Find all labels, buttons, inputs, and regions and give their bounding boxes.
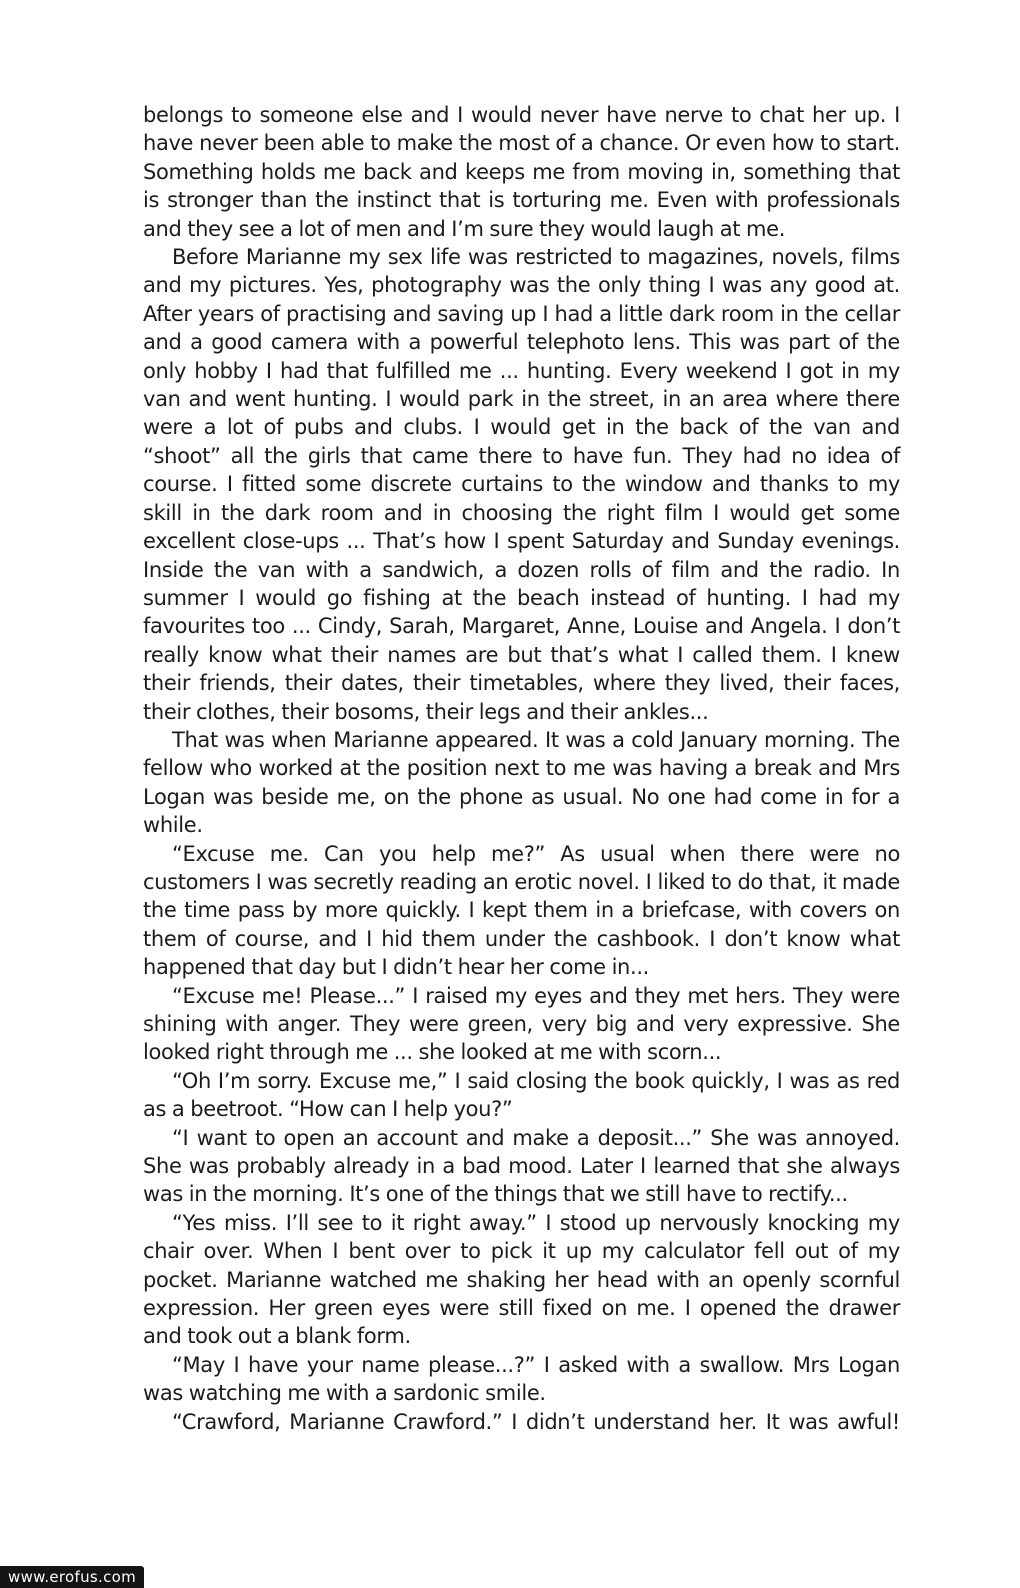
paragraph-2: Before Marianne my sex life was restricted to magazines, novels, films and my pictures. Yes, photography was the only thing I was any good at. After years of practising and saving up I had a little dark room in the cellar and a good camera with a powerful telephoto lens. This was part of the only hobby I had that fulfilled me ... hunting. Every weekend I got in my van and went hunting. I would park in the street, in an area where there were a lot of pubs and clubs. I would get in the back of the van and “shoot” all the girls that came there to have fun. They had no idea of course. I fitted some discrete curtains to the window and thanks to my skill in the dark room and in choosing the right film I would get some excellent close-ups ... That’s how I spent Saturday and Sunday evenings. Inside the van with a sandwich, a dozen rolls of film and the radio. In summer I would go fishing at the beach instead of hunting. I had my favourites too ... Cindy, Sarah, Margaret, Anne, Louise and Angela. I don’t really know what their names are but that’s what I called them. I knew their friends, their dates, their timetables, where they lived, their faces, their clothes, their bosoms, their legs and their ankles... xyxy=(143,245,900,724)
paragraph-7: “I want to open an account and make a deposit...” She was annoyed. She was probably already in a bad mood. Later I learned that she always was in the morning. It’s one of the things that we still have to rectify... xyxy=(143,1125,900,1207)
paragraph-8: “Yes miss. I’ll see to it right away.” I stood up nervously knocking my chair over. When I bent over to pick it up my calculator fell out of my pocket. Marianne watched me shaking her head with an openly scornful expression. Her green eyes were still fixed on me. I opened the drawer and took out a blank form. xyxy=(143,1210,900,1349)
paragraph-6: “Oh I’m sorry. Excuse me,” I said closing the book quickly, I was as red as a beetroot. “How can I help you?” xyxy=(143,1068,900,1122)
paragraph-5: “Excuse me! Please...” I raised my eyes and they met hers. They were shining with anger. They were green, very big and very expressive. She looked right through me ... she looked at me with scorn... xyxy=(143,983,900,1065)
book-page-text xyxy=(143,101,900,1436)
paragraph-4: “Excuse me. Can you help me?” As usual when there were no customers I was secretly reading an erotic novel. I liked to do that, it made the time pass by more quickly. I kept them in a briefcase, with covers on them of course, and I hid them under the cashbook. I don’t know what happened that day but I didn’t hear her come in... xyxy=(143,841,900,980)
site-watermark: www.erofus.com xyxy=(0,1566,144,1588)
paragraph-10: “Crawford, Marianne Crawford.” I didn’t understand her. It was awful! xyxy=(172,1409,900,1434)
paragraph-3: That was when Marianne appeared. It was a cold January morning. The fellow who worked at the position next to me was having a break and Mrs Logan was beside me, on the phone as usual. No one had come in for a while. xyxy=(143,727,900,838)
paragraph-9: “May I have your name please...?” I asked with a swallow. Mrs Logan was watching me with a sardonic smile. xyxy=(143,1352,900,1406)
paragraph-1: belongs to someone else and I would never have nerve to chat her up. I have never been able to make the most of a chance. Or even how to start. Something holds me back and keeps me from moving in, something that is stronger than the instinct that is torturing me. Even with professionals and they see a lot of men and I’m sure they would laugh at me. xyxy=(143,103,900,241)
